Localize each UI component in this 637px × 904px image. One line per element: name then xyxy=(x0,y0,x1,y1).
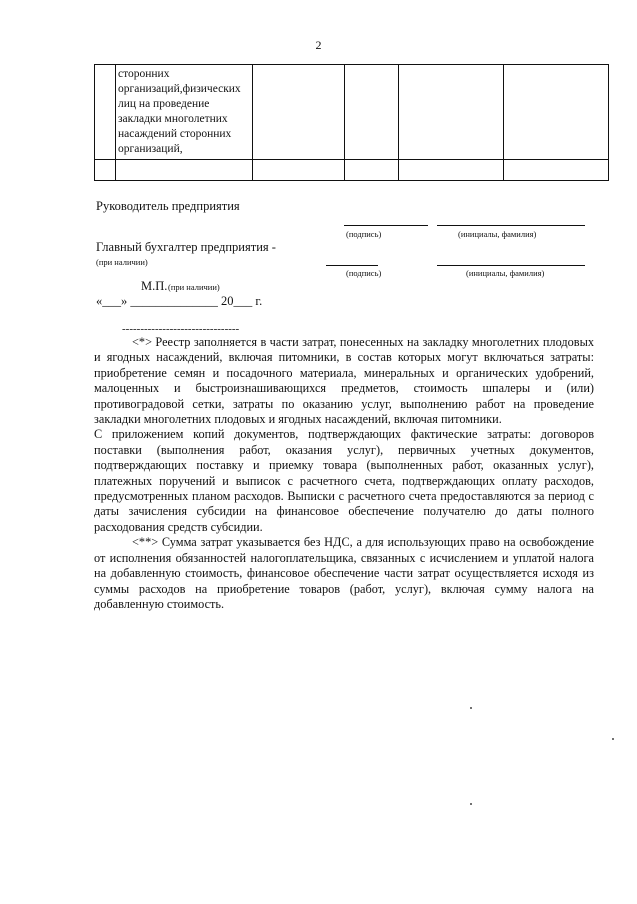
accountant-label: Главный бухгалтер предприятия - xyxy=(96,240,276,254)
scan-speck xyxy=(612,738,614,740)
accountant-signature-line xyxy=(326,264,378,266)
scan-speck xyxy=(470,803,472,805)
table-cell xyxy=(345,65,399,160)
table-cell xyxy=(504,65,609,160)
table-cell xyxy=(345,160,399,181)
stamp-note: (при наличии) xyxy=(168,282,220,292)
table-cell xyxy=(95,160,116,181)
registry-table xyxy=(94,64,609,181)
head-initials-line xyxy=(437,224,585,226)
footnote-separator: -------------------------------- xyxy=(122,323,240,335)
table-cell xyxy=(253,160,345,181)
table-row xyxy=(95,65,609,160)
table-cell xyxy=(116,65,253,160)
footnote-2: <**> Сумма затрат указывается без НДС, а для использующих право на освобождение от исполнения обязанностей налогоплательщика, связанных с исчислением и уплатой налога на добавленную стоимость, финансовое обеспечение части затрат осуществляется исходя из суммы расходов на приобретение товаров (работ, услуг), включая сумму налога на добавленную стоимость. xyxy=(94,535,594,611)
table-cell xyxy=(253,65,345,160)
accountant-signature-caption: (подпись) xyxy=(346,268,382,278)
head-initials-caption: (инициалы, фамилия) xyxy=(458,229,537,239)
head-signature-caption: (подпись) xyxy=(346,229,382,239)
stamp-label: М.П. xyxy=(141,279,168,293)
table-cell xyxy=(399,160,504,181)
head-signature-line xyxy=(344,224,428,226)
cost-description: сторонних организаций,физических лиц на проведение закладки многолетних насаждений сторонних организаций, xyxy=(118,68,241,155)
page-number: 2 xyxy=(315,38,322,52)
accountant-initials-line xyxy=(437,264,585,266)
date-line: «___» ______________ 20___ г. xyxy=(96,294,263,308)
head-label: Руководитель предприятия xyxy=(96,199,240,213)
footnote-1: <*> Реестр заполняется в части затрат, понесенных на закладку многолетних плодовых и ягодных насаждений, включая питомники, в состав которых могут включаться затраты: приобретение семян и посадочного материала, минеральных и органических удобрений, малоценных и быстроизнашивающихся предметов, стоимость шпалеры и (или) противоградовой сетки, затраты по оказанию услуг, выполнению работ на проведение закладки многолетних плодовых и ягодных насаждений, включая питомники. xyxy=(94,335,594,427)
table-cell xyxy=(95,65,116,160)
table-cell xyxy=(116,160,253,181)
footnotes-block xyxy=(94,335,594,612)
table-cell xyxy=(399,65,504,160)
accountant-initials-caption: (инициалы, фамилия) xyxy=(466,268,545,278)
table-cell xyxy=(504,160,609,181)
footnote-1-continuation: С приложением копий документов, подтверждающих фактические затраты: договоров поставки (выполнения работ, оказания услуг), первичных учетных документов, подтверждающих поставку и приемку товара (выполненных работ, оказанных услуг), платежных поручений и выписок с расчетного счета, подтверждающих оплату расходов, предусмотренных планом расходов. Выписки с расчетного счета предоставляются за период с даты зачисления субсидии на финансовое обеспечение получателю до даты полного расходования средств субсидии. xyxy=(94,427,594,534)
table-row xyxy=(95,160,609,181)
scan-speck xyxy=(470,707,472,709)
accountant-note: (при наличии) xyxy=(96,257,148,267)
